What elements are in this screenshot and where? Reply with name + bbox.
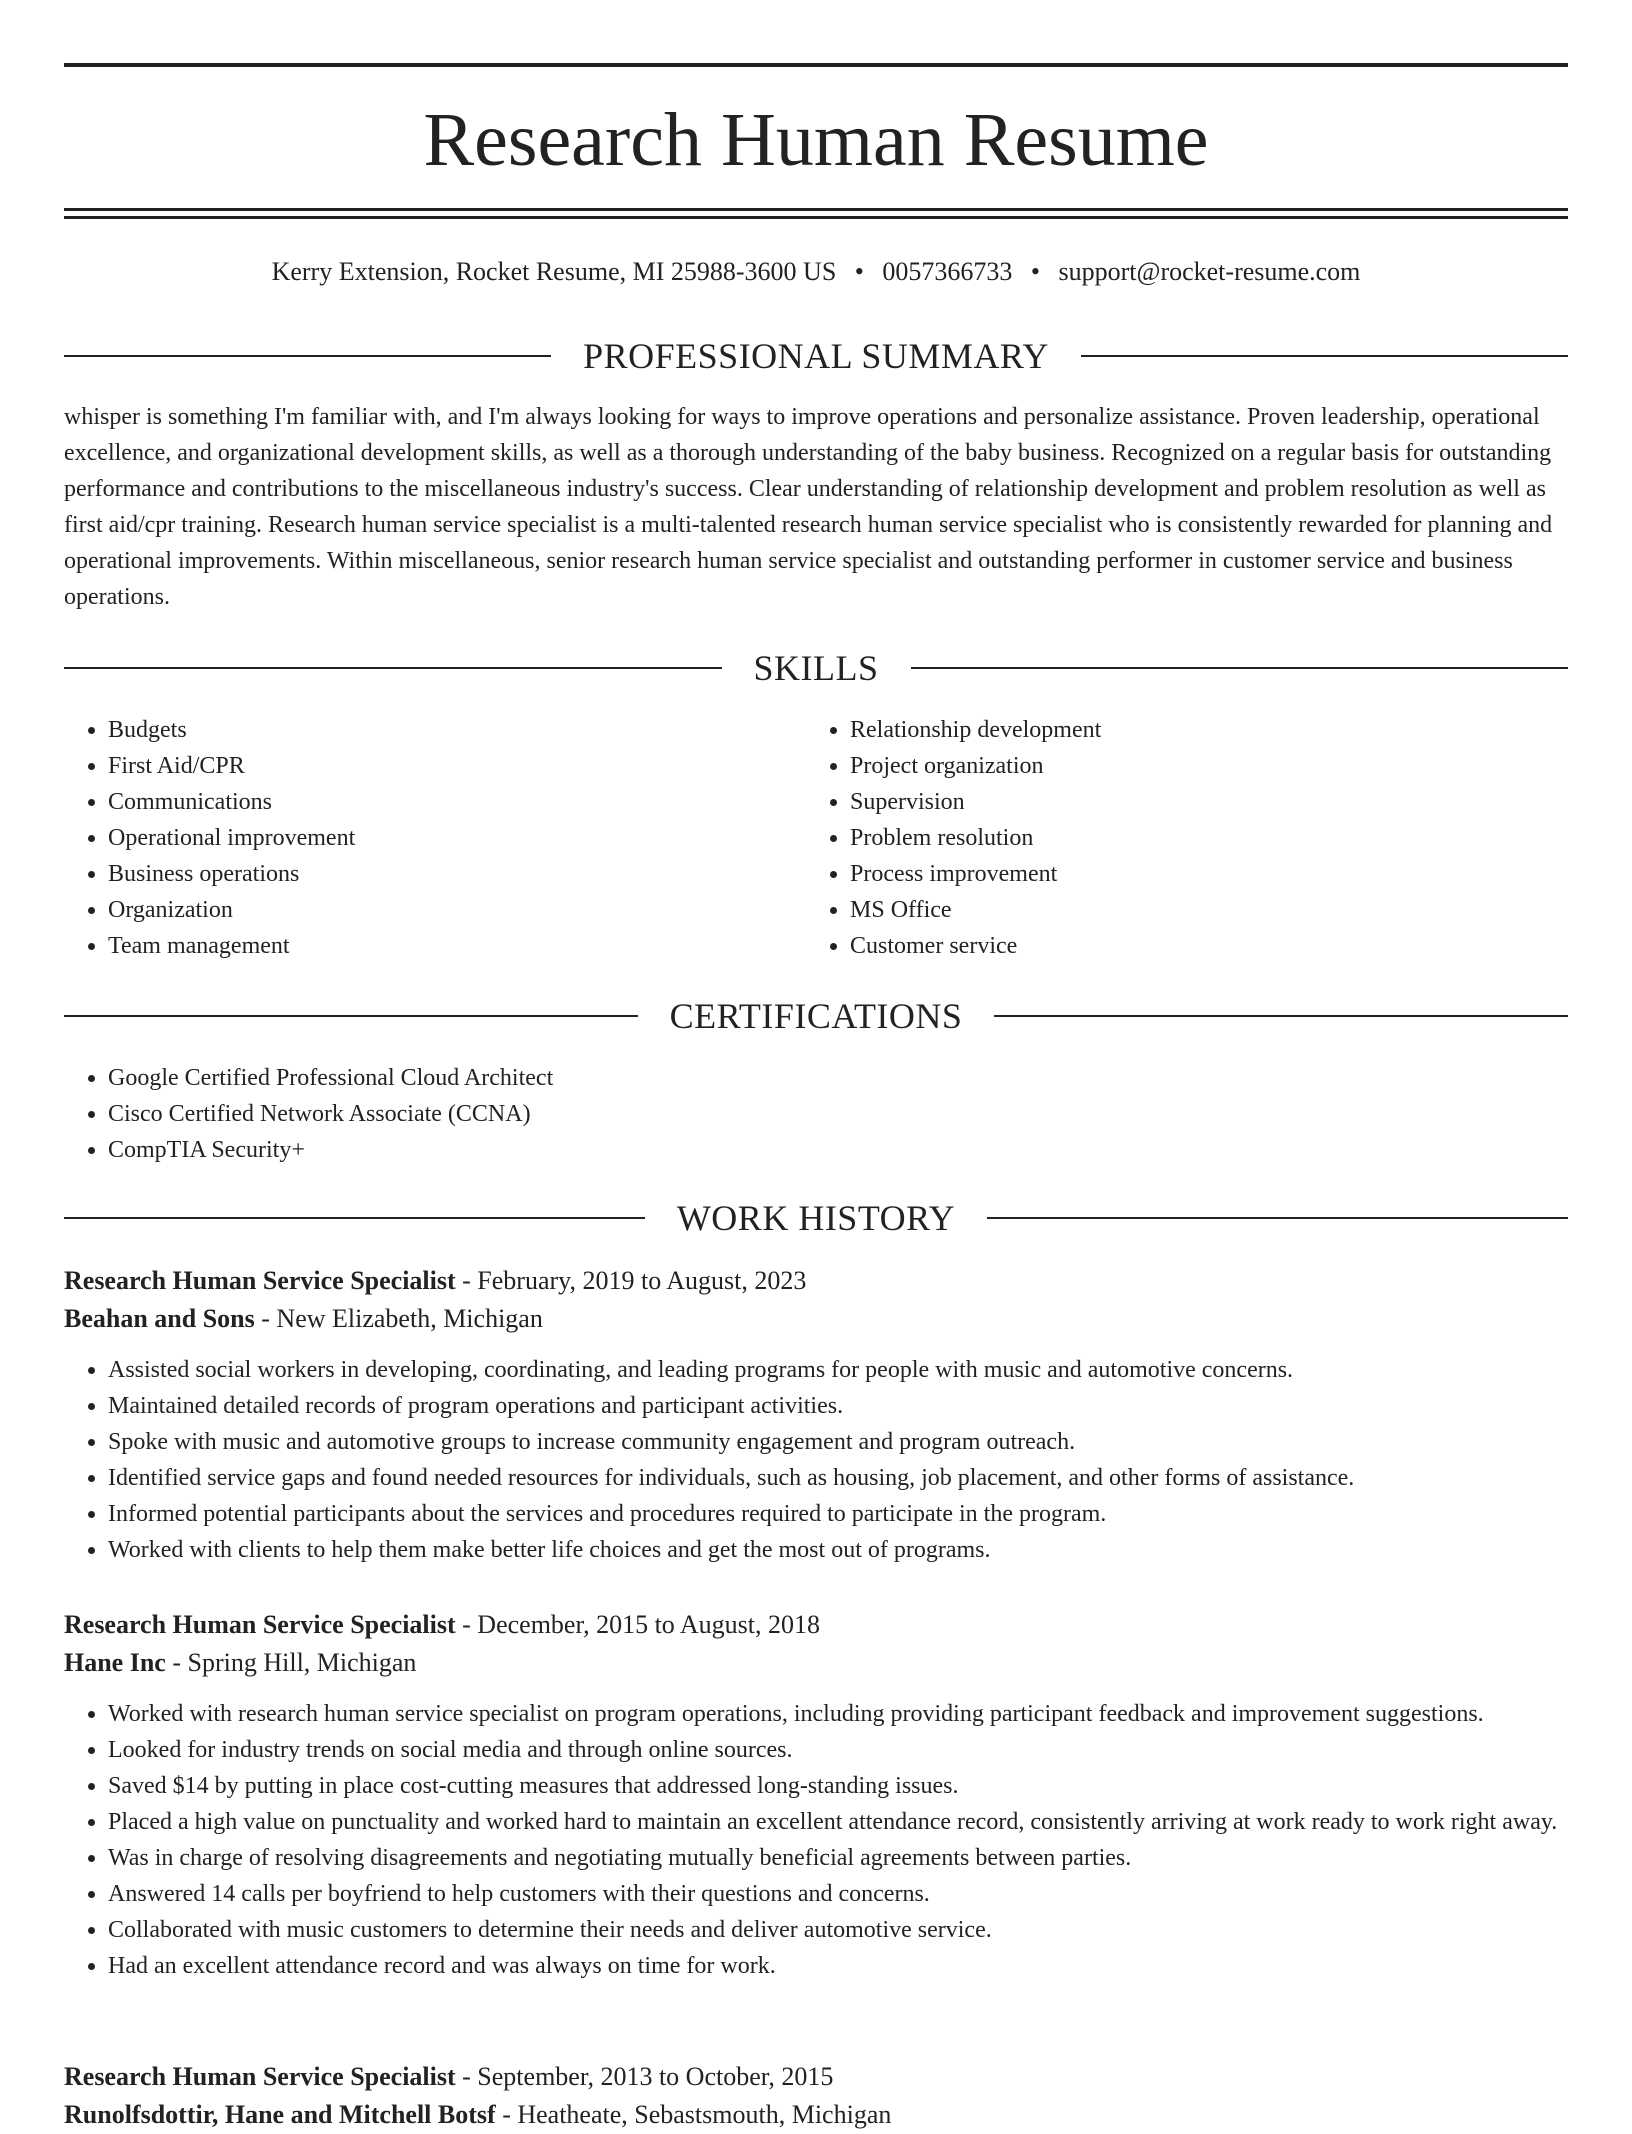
job-bullet: • Identified service gaps and found needed resources for individuals, such as housing, job placement, and other forms of assistance. (108, 1460, 1568, 1496)
job-title: Research Human Service Specialist (64, 2062, 456, 2091)
job-bullet: • Collaborated with music customers to determine their needs and deliver automotive service. (108, 1912, 1568, 1948)
skills-list-right (806, 712, 1546, 964)
job-entry (64, 1262, 1568, 1568)
job-bullet: • Answered 14 calls per boyfriend to help customers with their questions and concerns. (108, 1876, 1568, 1912)
job-location: - New Elizabeth, Michigan (254, 1304, 543, 1333)
heading-rule-left (64, 667, 722, 669)
contact-separator: • (1030, 257, 1040, 286)
job-bullet: • Maintained detailed records of program operations and participant activities. (108, 1388, 1568, 1424)
heading-rule-right (1081, 355, 1568, 357)
job-bullet: • Informed potential participants about the services and procedures required to participate in the program. (108, 1496, 1568, 1532)
summary-heading (64, 334, 1568, 378)
job-company-line (64, 2096, 1568, 2134)
job-bullet: • Placed a high value on punctuality and worked hard to maintain an excellent attendance record, consistently arriving at work ready to work right away. (108, 1804, 1568, 1840)
heading-rule-right (911, 667, 1569, 669)
skill-item: • Budgets (108, 712, 804, 748)
work-history-title: WORK HISTORY (676, 1198, 956, 1238)
skill-item: • Relationship development (850, 712, 1546, 748)
job-dates: - February, 2019 to August, 2023 (455, 1266, 807, 1295)
job-bullets (64, 1352, 1568, 1568)
skill-item: • Communications (108, 784, 804, 820)
job-bullet: • Worked with clients to help them make better life choices and get the most out of programs. (108, 1532, 1568, 1568)
job-title-line (64, 2058, 1568, 2096)
job-company-line (64, 1300, 1568, 1338)
heading-rule-right (987, 1217, 1568, 1219)
heading-rule-right (994, 1015, 1568, 1017)
job-bullet: • Looked for industry trends on social media and through online sources. (108, 1732, 1568, 1768)
job-entry (64, 2058, 1568, 2134)
job-company: Beahan and Sons (64, 1304, 255, 1333)
skills-title: SKILLS (753, 648, 879, 688)
job-location: - Heatheate, Sebastsmouth, Michigan (495, 2100, 892, 2129)
certification-item: • Google Certified Professional Cloud Architect (108, 1060, 1568, 1096)
heading-rule-left (64, 355, 551, 357)
contact-email: support@rocket-resume.com (1058, 257, 1361, 286)
certifications-heading (64, 994, 1568, 1038)
resume-name: Research Human Resume (423, 98, 1209, 182)
contact-line (64, 254, 1568, 290)
job-dates: - December, 2015 to August, 2018 (455, 1610, 820, 1639)
job-title-line (64, 1262, 1568, 1300)
skill-item: • First Aid/CPR (108, 748, 804, 784)
certifications-block (64, 1060, 1568, 1168)
skill-item: • Operational improvement (108, 820, 804, 856)
certification-item: • Cisco Certified Network Associate (CCNA) (108, 1096, 1568, 1132)
certifications-title: CERTIFICATIONS (669, 996, 963, 1036)
certification-item: • CompTIA Security+ (108, 1132, 1568, 1168)
work-history-heading (64, 1196, 1568, 1240)
job-company: Hane Inc (64, 1648, 166, 1677)
job-company: Runolfsdottir, Hane and Mitchell Botsf (64, 2100, 496, 2129)
job-bullet: • Saved $14 by putting in place cost-cutting measures that addressed long-standing issues. (108, 1768, 1568, 1804)
summary-title: PROFESSIONAL SUMMARY (583, 336, 1049, 376)
certifications-list (64, 1060, 1568, 1168)
job-title: Research Human Service Specialist (64, 1266, 456, 1295)
skill-item: • Problem resolution (850, 820, 1546, 856)
skill-item: • Project organization (850, 748, 1546, 784)
job-bullet: • Had an excellent attendance record and was always on time for work. (108, 1948, 1568, 1984)
contact-phone: 0057366733 (882, 257, 1013, 286)
skill-item: • MS Office (850, 892, 1546, 928)
job-bullet: • Worked with research human service specialist on program operations, including providing participant feedback and improvement suggestions. (108, 1696, 1568, 1732)
job-bullets (64, 1696, 1568, 1984)
skill-item: • Team management (108, 928, 804, 964)
skill-item: • Supervision (850, 784, 1546, 820)
job-bullet: • Was in charge of resolving disagreements and negotiating mutually beneficial agreements between parties. (108, 1840, 1568, 1876)
job-dates: - September, 2013 to October, 2015 (455, 2062, 834, 2091)
skills-column-left (64, 712, 804, 964)
skills-heading (64, 646, 1568, 690)
skill-item: • Process improvement (850, 856, 1546, 892)
job-bullet: • Spoke with music and automotive groups to increase community engagement and program outreach. (108, 1424, 1568, 1460)
skills-column-right (806, 712, 1546, 964)
skill-item: • Business operations (108, 856, 804, 892)
job-entry (64, 1606, 1568, 1984)
skills-list-left (64, 712, 804, 964)
job-company-line (64, 1644, 1568, 1682)
job-title: Research Human Service Specialist (64, 1610, 456, 1639)
heading-rule-left (64, 1217, 645, 1219)
skill-item: • Organization (108, 892, 804, 928)
contact-separator: • (854, 257, 864, 286)
top-rule (64, 63, 1568, 67)
double-rule (64, 208, 1568, 219)
job-title-line (64, 1606, 1568, 1644)
contact-address: Kerry Extension, Rocket Resume, MI 25988-3600 US (271, 257, 837, 286)
summary-text: whisper is something I'm familiar with, and I'm always looking for ways to improve operations and personalize assistance. Proven leadership, operational excellence, and organizational development skills, as well as a thorough understanding of the baby business. Recognized on a regular basis for outstanding performance and contributions to the miscellaneous industry's success. Clear understanding of relationship development and problem resolution as well as first aid/cpr training. Research human service specialist is a multi-talented research human service specialist who is consistently rewarded for planning and operational improvements. Within miscellaneous, senior research human service specialist and outstanding performer in customer service and business operations. (64, 404, 1553, 610)
heading-rule-left (64, 1015, 638, 1017)
job-bullet: • Assisted social workers in developing, coordinating, and leading programs for people with music and automotive concerns. (108, 1352, 1568, 1388)
job-location: - Spring Hill, Michigan (165, 1648, 417, 1677)
skill-item: • Customer service (850, 928, 1546, 964)
